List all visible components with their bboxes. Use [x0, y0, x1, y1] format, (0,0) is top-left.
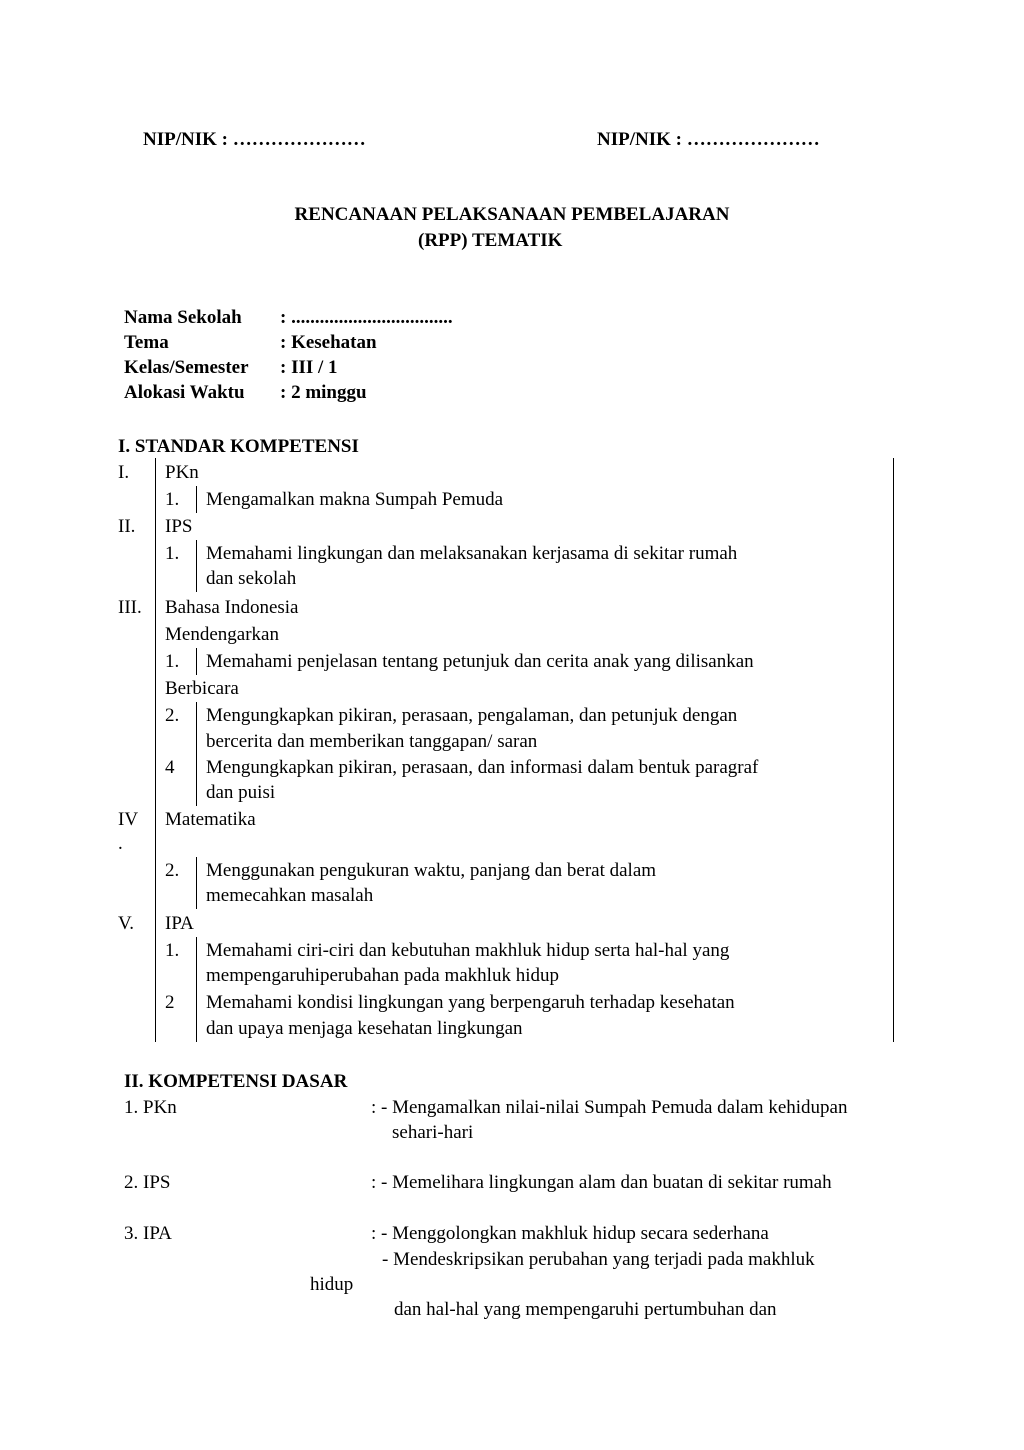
kd-label-pkn: 1. PKn	[124, 1097, 177, 1118]
sk-item-text: Memahami lingkungan dan melaksanakan kerjasama di sekitar rumah	[206, 543, 738, 564]
sk-subject-bahasa: Bahasa Indonesia	[165, 597, 299, 618]
sk-item-text: Mengungkapkan pikiran, perasaan, dan informasi dalam bentuk paragraf	[206, 757, 759, 778]
sk-roman-ii: II.	[118, 516, 136, 537]
kd-text: : - Mengamalkan nilai-nilai Sumpah Pemuda dalam kehidupan	[371, 1097, 848, 1118]
sk-roman-iv: IV	[118, 809, 139, 830]
kd-label-ipa: 3. IPA	[124, 1223, 172, 1244]
kelas-value: : III / 1	[280, 357, 338, 378]
kd-text: : - Memelihara lingkungan alam dan buatan di sekitar rumah	[371, 1172, 832, 1193]
sk-item-number: 4	[165, 757, 175, 778]
alokasi-label: Alokasi Waktu	[124, 382, 245, 403]
alokasi-value: : 2 minggu	[280, 382, 367, 403]
sk-subheading: Mendengarkan	[165, 624, 279, 645]
sk-heading: I. STANDAR KOMPETENSI	[118, 436, 359, 457]
sk-item-text: bercerita dan memberikan tanggapan/ saran	[206, 731, 538, 752]
sk-item-number: 1.	[165, 940, 180, 961]
page-subtitle: (RPP) TEMATIK	[418, 230, 563, 251]
sk-roman-iii: III.	[118, 597, 142, 618]
nip-right: NIP/NIK : …………………	[597, 129, 820, 150]
sk-table-right-rule	[893, 458, 894, 1042]
tema-value: : Kesehatan	[280, 332, 377, 353]
page-title: RENCANAAN PELAKSANAAN PEMBELAJARAN	[294, 204, 730, 225]
sk-item-text: Menggunakan pengukuran waktu, panjang dan berat dalam	[206, 860, 657, 881]
sk-item-rule	[196, 702, 197, 806]
sk-subheading: Berbicara	[165, 678, 239, 699]
sk-item-text: Memahami kondisi lingkungan yang berpengaruh terhadap kesehatan	[206, 992, 735, 1013]
nama-sekolah-value: : ..................................	[280, 307, 453, 328]
kd-heading: II. KOMPETENSI DASAR	[124, 1071, 348, 1092]
sk-subject-matematika: Matematika	[165, 809, 256, 830]
sk-item-text: memecahkan masalah	[206, 885, 374, 906]
kd-text: : - Menggolongkan makhluk hidup secara sederhana	[371, 1223, 769, 1244]
sk-roman-v: V.	[118, 913, 135, 934]
kelas-label: Kelas/Semester	[124, 357, 249, 378]
sk-item-text: dan puisi	[206, 782, 276, 803]
sk-item-rule	[196, 648, 197, 675]
sk-item-text: dan sekolah	[206, 568, 297, 589]
sk-item-text: Memahami ciri-ciri dan kebutuhan makhluk hidup serta hal-hal yang	[206, 940, 730, 961]
sk-roman-iv-dot: .	[118, 833, 123, 854]
sk-item-text: dan upaya menjaga kesehatan lingkungan	[206, 1018, 523, 1039]
sk-item-text: Memahami penjelasan tentang petunjuk dan cerita anak yang dilisankan	[206, 651, 754, 672]
sk-roman-i: I.	[118, 462, 130, 483]
sk-subject-pkn: PKn	[165, 462, 199, 483]
nama-sekolah-label: Nama Sekolah	[124, 307, 242, 328]
kd-text: hidup	[310, 1274, 354, 1295]
sk-item-rule	[196, 540, 197, 592]
sk-item-number: 1.	[165, 651, 180, 672]
sk-table-left-rule	[155, 458, 156, 1042]
sk-item-number: 2	[165, 992, 175, 1013]
sk-item-number: 2.	[165, 860, 180, 881]
sk-subject-ips: IPS	[165, 516, 193, 537]
tema-label: Tema	[124, 332, 169, 353]
sk-subject-ipa: IPA	[165, 913, 194, 934]
sk-item-rule	[196, 486, 197, 513]
sk-item-text: Mengamalkan makna Sumpah Pemuda	[206, 489, 504, 510]
sk-item-number: 1.	[165, 543, 180, 564]
sk-item-number: 2.	[165, 705, 180, 726]
kd-text: - Mendeskripsikan perubahan yang terjadi pada makhluk	[382, 1249, 815, 1270]
sk-item-text: mempengaruhiperubahan pada makhluk hidup	[206, 965, 559, 986]
kd-text: dan hal-hal yang mempengaruhi pertumbuhan dan	[394, 1299, 777, 1320]
kd-label-ips: 2. IPS	[124, 1172, 171, 1193]
sk-item-number: 1.	[165, 489, 180, 510]
sk-item-text: Mengungkapkan pikiran, perasaan, pengalaman, dan petunjuk dengan	[206, 705, 738, 726]
nip-left: NIP/NIK : …………………	[143, 129, 366, 150]
sk-item-rule	[196, 857, 197, 909]
sk-item-rule	[196, 937, 197, 1042]
kd-text: sehari-hari	[392, 1122, 474, 1143]
